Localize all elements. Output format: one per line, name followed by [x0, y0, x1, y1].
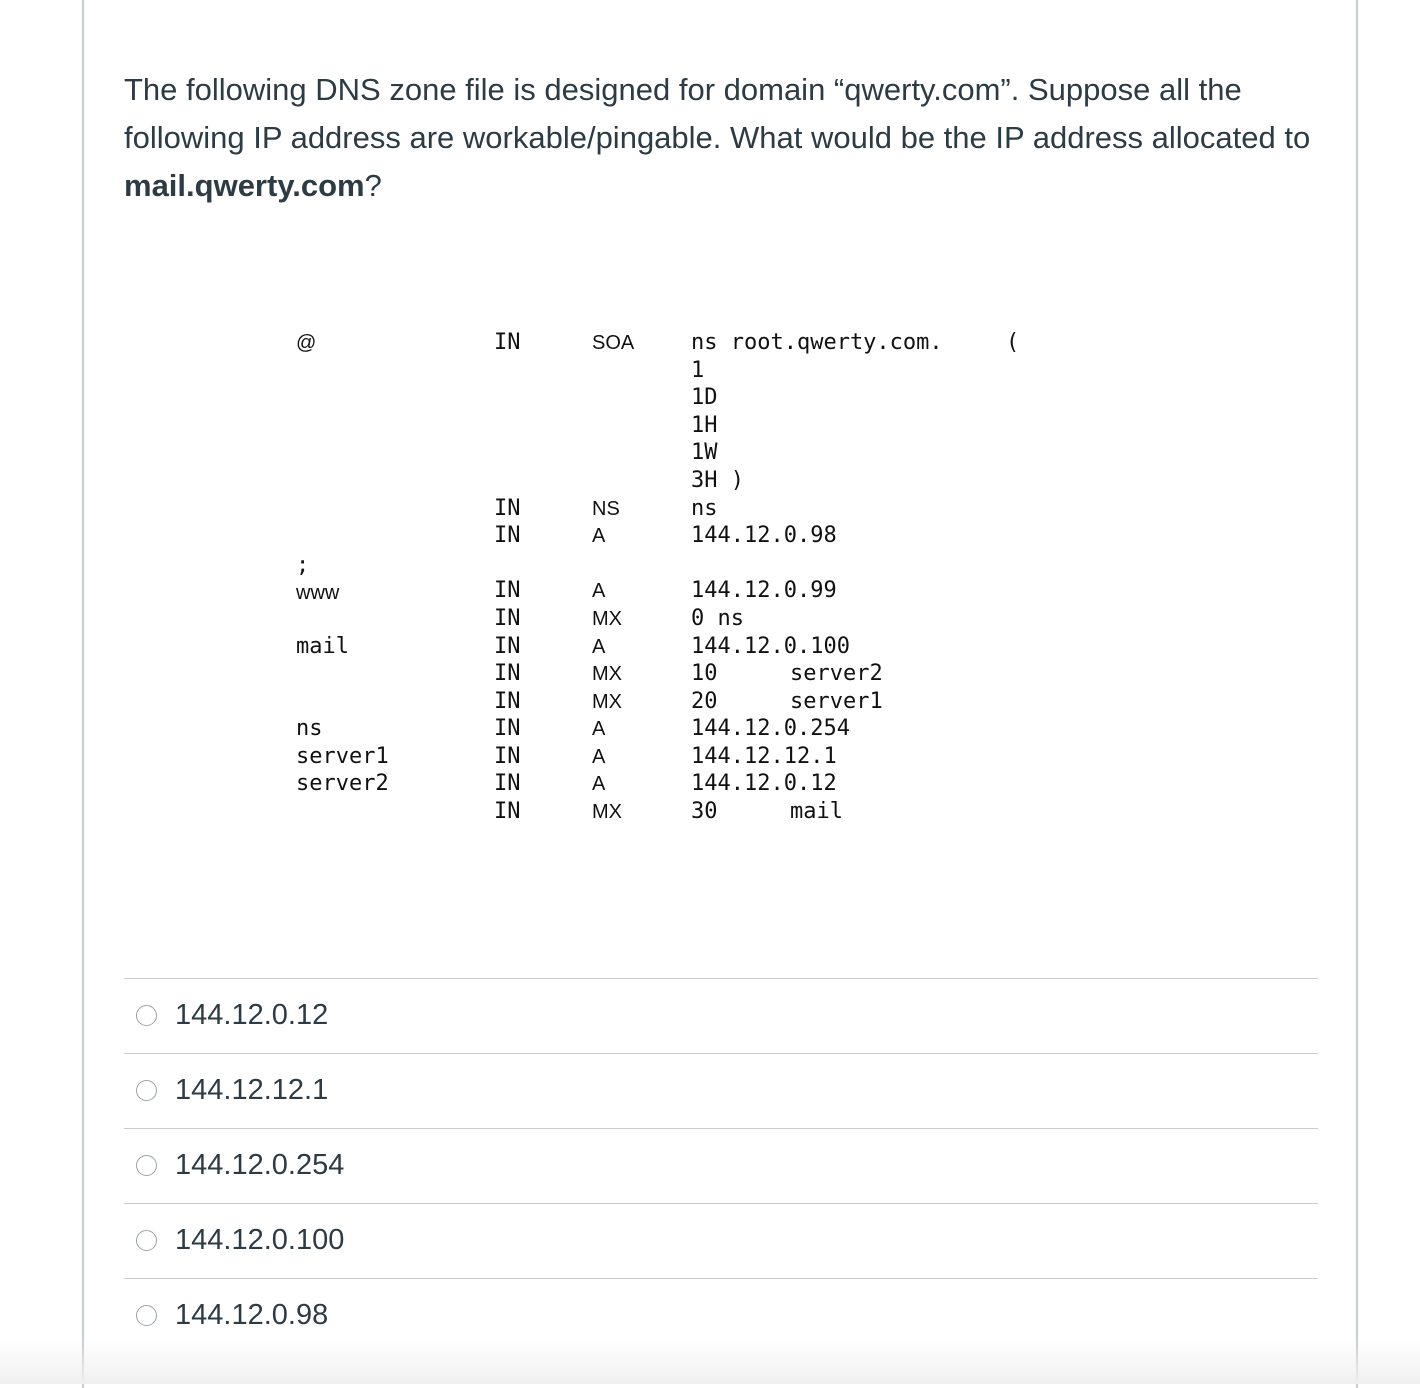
radio-button[interactable]	[136, 1305, 157, 1326]
record-class: IN	[494, 330, 521, 355]
record-type: MX	[592, 663, 622, 685]
answer-label[interactable]: 144.12.0.254	[175, 1149, 345, 1181]
record-type: A	[592, 636, 606, 658]
record-data-target: server2	[790, 661, 883, 686]
record-class: IN	[494, 771, 521, 796]
record-type: A	[592, 746, 606, 768]
record-type: SOA	[592, 332, 635, 354]
answer-option-1[interactable]	[124, 978, 1318, 1053]
record-class: IN	[494, 606, 521, 631]
record-class: IN	[494, 496, 521, 521]
record-data: 10	[691, 661, 718, 686]
record-class: IN	[494, 634, 521, 659]
zone-name-at: @	[296, 332, 317, 354]
record-class: IN	[494, 523, 521, 548]
answer-option-3[interactable]	[124, 1128, 1318, 1203]
question-suffix: ?	[364, 168, 382, 203]
radio-button[interactable]	[136, 1080, 157, 1101]
record-data: 0 ns	[691, 606, 744, 631]
soa-retry: 1H	[691, 413, 718, 438]
zone-name-www: www	[296, 582, 340, 604]
record-data: 144.12.0.254	[691, 716, 850, 741]
record-type: A	[592, 718, 606, 740]
record-class: IN	[494, 578, 521, 603]
radio-button[interactable]	[136, 1005, 157, 1026]
answer-label[interactable]: 144.12.12.1	[175, 1074, 329, 1106]
record-type: A	[592, 773, 606, 795]
record-class: IN	[494, 744, 521, 769]
record-data-target: server1	[790, 689, 883, 714]
question-domain: mail.qwerty.com	[124, 168, 365, 203]
record-type: MX	[592, 691, 622, 713]
record-type: A	[592, 525, 606, 547]
record-data: 144.12.0.100	[691, 634, 850, 659]
record-data: 30	[691, 799, 718, 824]
answer-option-2[interactable]	[124, 1053, 1318, 1128]
soa-serial: 1	[691, 358, 705, 383]
zone-name-server2: server2	[296, 771, 389, 796]
answer-list	[124, 978, 1318, 1353]
radio-button[interactable]	[136, 1155, 157, 1176]
record-data: ns	[691, 496, 718, 521]
zone-name-ns: ns	[296, 716, 323, 741]
zone-name-server1: server1	[296, 744, 389, 769]
answer-label[interactable]: 144.12.0.12	[175, 999, 329, 1031]
answer-option-4[interactable]	[124, 1203, 1318, 1278]
soa-expire: 1W	[691, 440, 718, 465]
soa-open-paren: (	[1006, 330, 1020, 355]
zone-name-mail: mail	[296, 634, 349, 659]
record-data: 144.12.0.12	[691, 771, 837, 796]
record-data: 144.12.0.99	[691, 578, 837, 603]
record-class: IN	[494, 689, 521, 714]
zone-comment: ;	[296, 553, 310, 578]
radio-button[interactable]	[136, 1230, 157, 1251]
record-class: IN	[494, 716, 521, 741]
record-type: NS	[592, 498, 620, 520]
answer-label[interactable]: 144.12.0.100	[175, 1224, 345, 1256]
record-type: MX	[592, 608, 622, 630]
record-type: A	[592, 580, 606, 602]
answer-option-5[interactable]	[124, 1278, 1318, 1353]
record-data-target: mail	[790, 799, 843, 824]
record-class: IN	[494, 661, 521, 686]
record-data: 20	[691, 689, 718, 714]
record-type: MX	[592, 801, 622, 823]
record-data: 144.12.0.98	[691, 523, 837, 548]
question-prefix: The following DNS zone file is designed for domain “qwerty.com”. Suppose all the following IP address are workable/pingable. What would be the IP address allocated to	[124, 72, 1311, 155]
soa-refresh: 1D	[691, 385, 718, 410]
answer-label[interactable]: 144.12.0.98	[175, 1299, 329, 1331]
record-class: IN	[494, 799, 521, 824]
record-data: 144.12.12.1	[691, 744, 837, 769]
soa-minimum: 3H )	[691, 468, 744, 493]
record-data: ns root.qwerty.com.	[691, 330, 943, 355]
